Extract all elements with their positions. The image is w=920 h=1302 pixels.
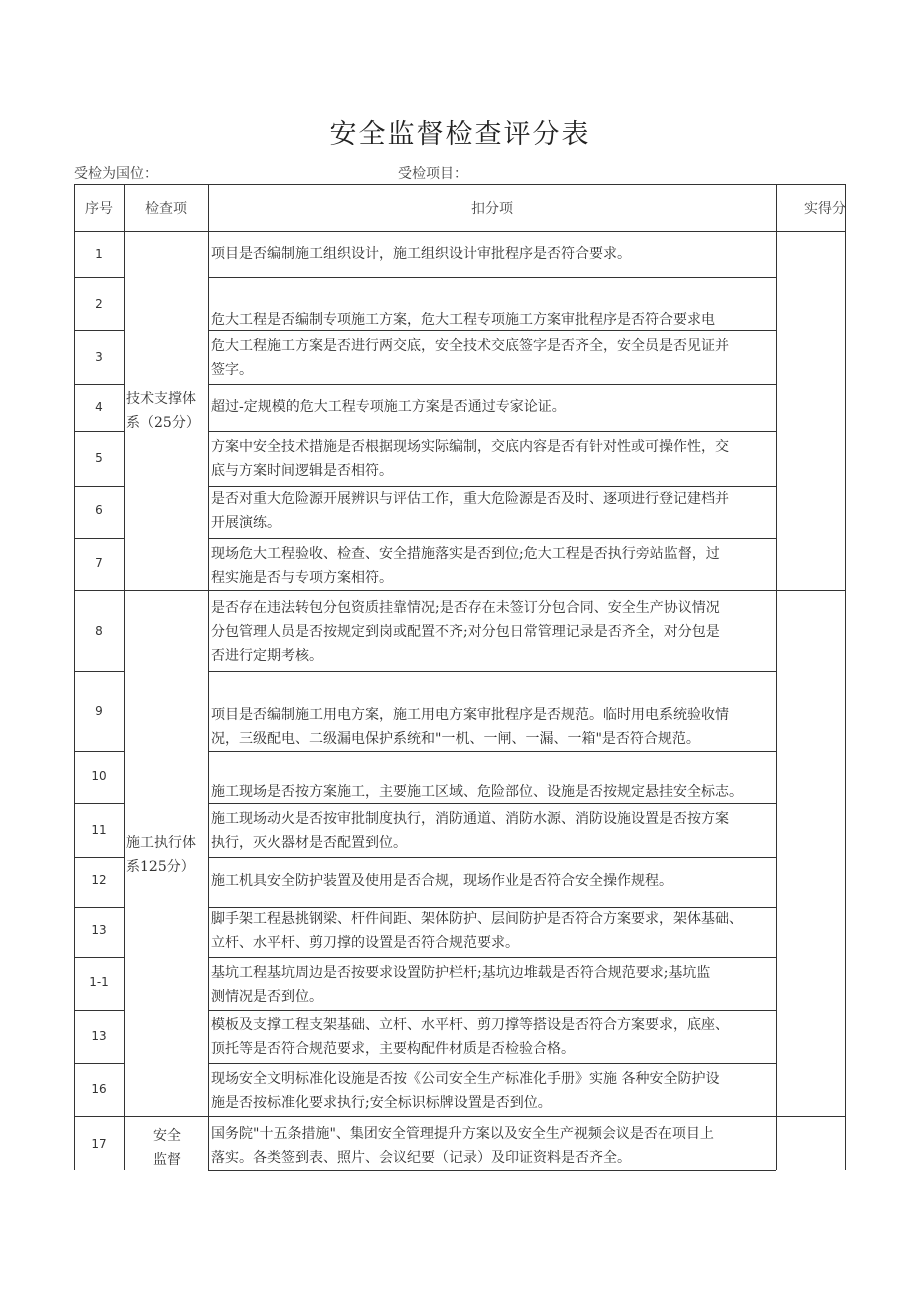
row-divider [208,957,776,958]
row-number: 11 [91,823,107,837]
row-number: 13 [91,1029,107,1043]
row-divider [208,384,776,385]
header-divider [74,231,846,232]
category-tech-support: 技术支撑体 系（25分） [126,391,200,431]
row-divider [74,277,124,278]
category-construction-execution: 施工执行体 系125分） [126,835,196,875]
deduction-text: 施工现场是否按方案施工，主要施工区域、危险部位、设施是否按规定悬挂安全标志。 [211,784,743,800]
column-divider-item [208,184,209,1170]
row-number: 13 [91,923,107,937]
deduction-text: 脚手架工程悬挑钢梁、杆件间距、架体防护、层间防护是否符合方案要求，架体基础、 立杆、水平杆、剪刀撑的设置是否符合规范要求。 [211,911,743,951]
row-divider [74,538,124,539]
deduction-text: 危大工程施工方案是否进行两交底，安全技术交底签字是否齐全，安全员是否见证并 签字。 [211,338,729,378]
row-number: 1 [95,247,103,261]
row-number: 1-1 [89,975,109,989]
deduction-text: 现场危大工程验收、检查、安全措施落实是否到位;危大工程是否执行旁站监督，过 程实施是否与专项方案相符。 [211,546,720,586]
row-number: 12 [91,873,107,887]
deduction-text: 是否存在违法转包分包资质挂靠情况;是否存在未签订分包合同、安全生产协议情况 分包管理人员是否按规定到岗或配置不齐;对分包日常管理记录是否齐全，对分包是 否进行定期考核。 [211,600,720,664]
deduction-text: 基坑工程基坑周边是否按要求设置防护栏杆;基坑边堆载是否符合规范要求;基坑监 测情况是否到位。 [211,965,711,1005]
deduction-text: 危大工程是否编制专项施工方案，危大工程专项施工方案审批程序是否符合要求电 [211,312,715,328]
page-title: 安全监督检查评分表 [329,119,591,150]
row-number: 8 [95,624,103,638]
row-divider [208,1170,776,1171]
row-divider [74,486,124,487]
row-divider [74,1063,124,1064]
row-number: 16 [91,1082,107,1096]
header-seq: 序号 [85,201,113,217]
deduction-text: 方案中安全技术措施是否根据现场实际编制，交底内容是否有针对性或可操作性，交 底与方案时间逻辑是否相符。 [211,439,729,479]
row-number: 17 [91,1137,107,1151]
row-divider [74,671,124,672]
inspected-unit-label: 受检为国位： [74,166,158,182]
row-number: 2 [95,297,103,311]
inspected-project-label: 受检项目： [398,166,468,182]
header-deduction: 扣分项 [471,201,513,217]
deduction-text: 超过-定规模的危大工程专项施工方案是否通过专家论证。 [211,399,566,415]
row-number: 5 [95,451,103,465]
deduction-text: 项目是否编制施工组织设计，施工组织设计审批程序是否符合要求。 [211,246,631,262]
deduction-text: 施工现场动火是否按审批制度执行，消防通道、消防水源、消防设施设置是否按方案 执行，灭火器材是否配置到位。 [211,811,729,851]
row-divider [74,957,124,958]
row-number: 9 [95,704,103,718]
row-divider [74,803,124,804]
row-divider [208,857,776,858]
row-divider [74,330,124,331]
row-divider [74,907,124,908]
row-divider [208,1010,776,1011]
row-divider [208,751,776,752]
row-divider [74,857,124,858]
row-divider [74,384,124,385]
deduction-text: 施工机具安全防护装置及使用是否合规，现场作业是否符合安全操作规程。 [211,873,673,889]
table-border-top [74,184,846,185]
deduction-text: 现场安全文明标准化设施是否按《公司安全生产标准化手册》实施 各种安全防护设 施是否按标准化要求执行;安全标识标牌设置是否到位。 [211,1071,720,1111]
row-divider [208,538,776,539]
row-number: 3 [95,350,103,364]
row-number: 10 [91,769,107,783]
row-divider [208,671,776,672]
row-number: 7 [95,556,103,570]
header-check-item: 检查项 [145,201,187,217]
table-border-left [74,184,75,1170]
deduction-text: 国务院"十五条措施"、集团安全管理提升方案以及安全生产视频会议是否在项目上 落实。各类签到表、照片、会议纪要（记录）及印证资料是否齐全。 [211,1126,714,1166]
row-divider [74,751,124,752]
column-divider-seq [124,184,125,1170]
section-divider-2 [74,1116,846,1117]
table-border-right [845,184,846,1170]
row-divider [208,1063,776,1064]
section-divider-1 [74,590,846,591]
deduction-text: 是否对重大危险源开展辨识与评估工作，重大危险源是否及时、逐项进行登记建档并 开展演练。 [211,491,729,531]
row-divider [74,431,124,432]
category-safety-supervision: 安全 监督 [153,1128,181,1168]
row-number: 6 [95,503,103,517]
row-divider [208,431,776,432]
row-number: 4 [95,400,103,414]
deduction-text: 模板及支撑工程支架基础、立杆、水平杆、剪刀撑等搭设是否符合方案要求，底座、 顶托等是否符合规范要求，主要构配件材质是否检验合格。 [211,1017,729,1057]
deduction-text: 项目是否编制施工用电方案，施工用电方案审批程序是否规范。临时用电系统验收情 况，三级配电、二级漏电保护系统和"一机、一闸、一漏、一箱"是否符合规范。 [211,707,729,747]
row-divider [74,1010,124,1011]
header-actual-score: 实得分 [804,201,846,217]
row-divider [208,277,776,278]
